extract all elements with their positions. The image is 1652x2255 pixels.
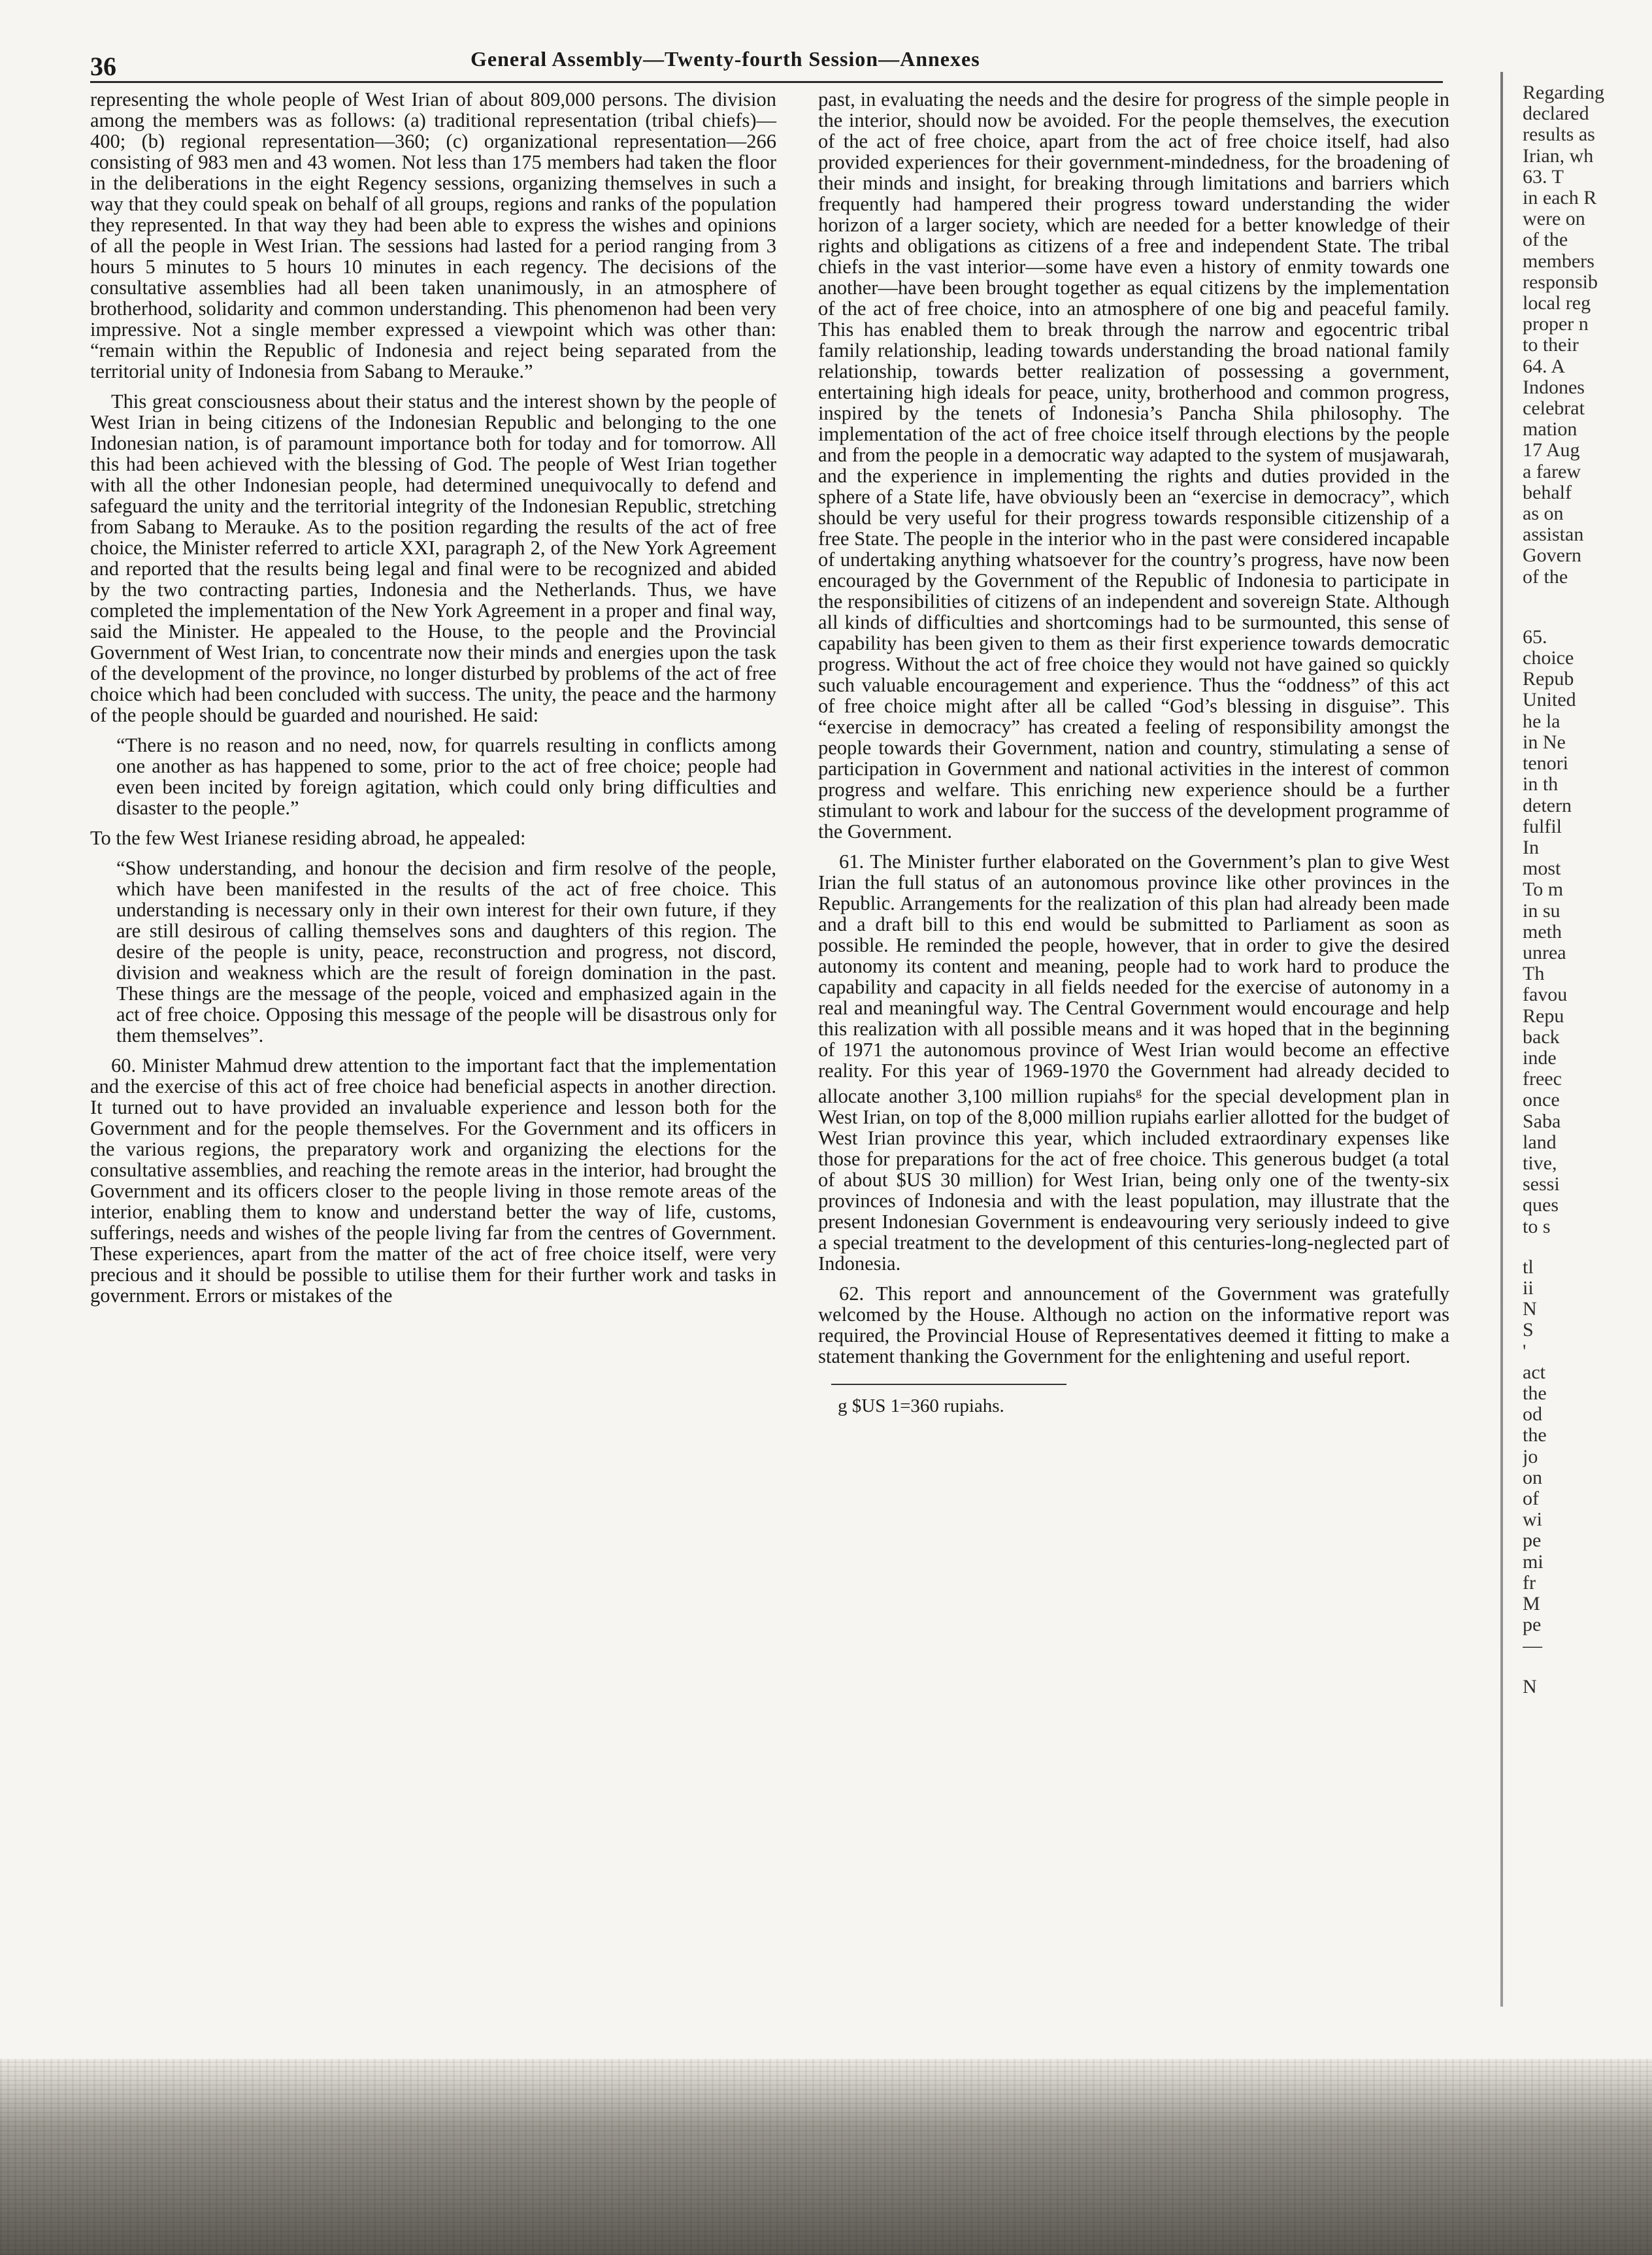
fragment-line: 17 Aug bbox=[1523, 439, 1580, 461]
fragment-line: in th bbox=[1523, 773, 1559, 795]
fragment-line: Irian, wh bbox=[1523, 144, 1594, 167]
fragment-line: jo bbox=[1523, 1445, 1538, 1467]
fragment-line: — bbox=[1523, 1635, 1542, 1657]
fragment-line: favou bbox=[1523, 984, 1568, 1006]
fragment-line: most bbox=[1523, 858, 1561, 880]
fragment-line: tenori bbox=[1523, 752, 1568, 775]
quote-no-quarrels: “There is no reason and no need, now, for quarrels resulting in conflicts among one another as has happened to some, prior to the act of free choice; people had even been incited by foreign agitation, which could only bring difficulties and disaster to the people.” bbox=[116, 734, 776, 819]
fragment-line: ques bbox=[1523, 1194, 1559, 1216]
fragment-line: N bbox=[1523, 1675, 1537, 1697]
fragment-line: of bbox=[1523, 1488, 1539, 1509]
fragment-line: wi bbox=[1523, 1509, 1542, 1531]
fragment-line: M bbox=[1523, 1593, 1540, 1615]
fragment-line: unrea bbox=[1523, 941, 1566, 963]
fragment-line: proper n bbox=[1523, 313, 1589, 335]
fragment-line: to s bbox=[1523, 1215, 1551, 1237]
fragment-line: responsib bbox=[1523, 271, 1598, 293]
fragment-line: 65. bbox=[1523, 626, 1547, 648]
fragment-line: once bbox=[1523, 1089, 1560, 1111]
fragment-line: the bbox=[1523, 1424, 1547, 1446]
fragment-line: he la bbox=[1523, 710, 1561, 732]
footnote-rule bbox=[831, 1384, 1066, 1385]
fragment-line bbox=[1523, 1657, 1652, 1677]
header-rule bbox=[90, 81, 1443, 83]
fragment-line: to their bbox=[1523, 334, 1579, 356]
fragment-line: Saba bbox=[1523, 1110, 1561, 1132]
fragment-line: choice bbox=[1523, 647, 1574, 669]
scan-noise-band bbox=[0, 2059, 1652, 2255]
fragment-line: of the bbox=[1523, 229, 1568, 251]
fragment-line: tive, bbox=[1523, 1152, 1557, 1174]
paragraph-62: 62. This report and announcement of the Government was gratefully welcomed by the House. Although no action on the informative report was required, the Provincial House of Representatives deemed it fitting to make a statement thanking the Government for the enlightening and useful report. bbox=[818, 1282, 1449, 1368]
fragment-line: Repu bbox=[1523, 1005, 1564, 1027]
fragment-line: United bbox=[1523, 689, 1576, 711]
fragment-line: ii bbox=[1523, 1277, 1534, 1299]
fragment-line: freec bbox=[1523, 1068, 1562, 1090]
fragment-line: land bbox=[1523, 1131, 1557, 1153]
fragment-line: Indones bbox=[1523, 376, 1585, 398]
fragment-line: S bbox=[1523, 1319, 1534, 1341]
paragraph-61 bbox=[818, 851, 1449, 1274]
fragment-line: were on bbox=[1523, 208, 1585, 230]
fragment-line: declared bbox=[1523, 103, 1589, 125]
fragment-line: a farew bbox=[1523, 460, 1581, 482]
fragment-line: detern bbox=[1523, 794, 1572, 816]
fragment-line: tl bbox=[1523, 1256, 1534, 1278]
fragment-line bbox=[1523, 607, 1652, 627]
fragment-line: local reg bbox=[1523, 292, 1591, 314]
fragment-line: Regarding bbox=[1523, 82, 1604, 103]
paragraph-assembly-composition: representing the whole people of West Irian of about 809,000 persons. The division among the members was as follows: (a) traditional representation (tribal chiefs)—400; (b) regional representation—360; (c) organizational representation—266 consisting of 983 men and 43 women. Not less than 175 members had taken the floor in the deliberations in the eight Regency sessions, organizing themselves in such a way that they could speak on behalf of all groups, regions and ranks of the population they represented. In that way they had been able to express the wishes and opinions of all the people in West Irian. The sessions had lasted for a period ranging from 3 hours 5 minutes to 5 hours 10 minutes in each regency. The decisions of the consultative assemblies had all been taken unanimously, in an atmosphere of brotherhood, solidarity and common understanding. This phenomenon had been very impressive. Not a single member expressed a viewpoint which was other than: “remain within the Republic of Indonesia and reject being separated from the territorial unity of Indonesia from Sabang to Merauke.” bbox=[90, 88, 776, 382]
fragment-line: members bbox=[1523, 250, 1594, 272]
quote-show-understanding: “Show understanding, and honour the decision and firm resolve of the people, which have been manifested in the results of the act of free choice. This understanding is necessary only in their own interest for their own future, if they are still desirous of calling themselves sons and daughters of this region. The desire of the people is unity, peace, reconstruction and progress, not discord, division and weakness which are the result of foreign domination in the past. These things are the message of the people, voiced and emphasized again in the act of free choice. Opposing this message of the people will be disastrous only for them themselves”. bbox=[116, 857, 776, 1046]
fragment-line: behalf bbox=[1523, 481, 1572, 503]
fragment-line: act bbox=[1523, 1361, 1545, 1383]
fragment-line: in su bbox=[1523, 899, 1561, 922]
fragment-line: sessi bbox=[1523, 1173, 1560, 1195]
fragment-line: meth bbox=[1523, 920, 1562, 943]
fragment-line: fulfil bbox=[1523, 815, 1562, 837]
fragment-line: the bbox=[1523, 1382, 1547, 1404]
fragment-line: pe bbox=[1523, 1614, 1542, 1636]
fragment-line: celebrat bbox=[1523, 397, 1585, 420]
fragment-line: Govern bbox=[1523, 544, 1581, 567]
paragraph-consciousness: This great consciousness about their status and the interest shown by the people of West Irian in being citizens of the Indonesian Republic and belonging to the one Indonesian nation, is of paramount importance both for today and for tomorrow. All this had been achieved with the blessing of God. The people of West Irian together with all the other Indonesian people, had determined unequivocally to defend and safeguard the unity and the territorial integrity of the Indonesian Republic, stretching from Sabang to Merauke. As to the position regarding the results of the act of free choice, the Minister referred to article XXI, paragraph 2, of the New York Agreement and reported that the results being legal and final were to be recognized and abided by the two contracting parties, Indonesia and the Netherlands. Thus, we have completed the implementation of the New York Agreement in a proper and final way, said the Minister. He appealed to the House, to the people and the Provincial Government of West Irian, to concentrate now their minds and energies upon the task of the development of the province, no longer disturbed by problems of the act of free choice which had been concluded with success. The unity, the peace and the harmony of the people should be guarded and nourished. He said: bbox=[90, 390, 776, 726]
paragraph-60: 60. Minister Mahmud drew attention to the important fact that the implementation and the exercise of this act of free choice had beneficial aspects in another direction. It turned out to have provided an invaluable experience and lesson both for the Government and for the people themselves. For the Government and its officers in the various regions, the preparatory work and organizing the elections for the consultative assemblies, and reaching the remote areas in the interior, had brought the Government and its officers closer to the people living in those remote areas of the interior, enabling them to know and understand better the way of life, customs, sufferings, needs and wishes of the people living far from the centres of Government. These experiences, apart from the matter of the act of free choice itself, were very precious and it should be possible to utilise them for their further work and tasks in government. Errors or mistakes of the bbox=[90, 1054, 776, 1307]
footnote: g $US 1=360 rupiahs. bbox=[838, 1395, 1004, 1417]
fragment-line: as on bbox=[1523, 503, 1564, 525]
fragment-line: in each R bbox=[1523, 187, 1597, 209]
fragment-line: Repub bbox=[1523, 668, 1574, 690]
fragment-line: od bbox=[1523, 1403, 1542, 1426]
fragment-line: in Ne bbox=[1523, 731, 1566, 753]
fragment-line: fr bbox=[1523, 1571, 1536, 1594]
fragment-line: 64. A bbox=[1523, 355, 1566, 377]
fragment-line: assistan bbox=[1523, 524, 1584, 546]
fragment-line: of the bbox=[1523, 565, 1568, 588]
paragraph-61-part-a: 61. The Minister further elaborated on the Government’s plan to give West Irian the full status of an autonomous province like other provinces in the Republic. Arrangements for the realization of this plan had already been made and a draft bill to this end would be submitted to Parliament as soon as possible. He reminded the people, however, that in order to give the desired autonomy its content and meaning, people had to work hard to produce the capability and capacity in all fields needed for the exercise of autonomy in a real and meaningful way. The Central Government would encourage and help this realization with all possible means and it was hoped that in the beginning of 1971 the autonomous province of West Irian would become an effective reality. For this year of 1969-1970 the Government had already decided to allocate another 3,100 million rupiahs bbox=[818, 850, 1449, 1108]
running-head: General Assembly—Twenty-fourth Session—Annexes bbox=[471, 47, 980, 71]
fragment-line: N bbox=[1523, 1298, 1537, 1320]
fragment-line: To m bbox=[1523, 878, 1564, 901]
fragment-line bbox=[1523, 588, 1652, 607]
fragment-line: 63. T bbox=[1523, 165, 1564, 188]
page-number: 36 bbox=[90, 52, 116, 81]
paragraph-61-part-b: for the special development plan in West Irian, on top of the 8,000 million rupiahs earlier allotted for the budget of West Irian province this year, which included extraordinary expenses like those for preparations for the act of free choice. This generous budget (a total of about $US 30 million) for West Irian, being only one of the twenty-six provinces of Indonesia and with the least population, may illustrate that the present Indonesian Government is endeavouring very seriously indeed to give a special treatment to the development of this centuries-long-neglected part of Indonesia. bbox=[818, 1085, 1450, 1275]
appeal-lead: To the few West Irianese residing abroad, he appealed: bbox=[90, 827, 526, 849]
facing-page-edge bbox=[1500, 72, 1503, 2007]
fragment-line: back bbox=[1523, 1026, 1560, 1048]
footnote-marker: g bbox=[1135, 1085, 1142, 1098]
facing-page-fragments bbox=[1523, 82, 1652, 1978]
fragment-line: Th bbox=[1523, 963, 1545, 985]
fragment-line bbox=[1523, 1237, 1652, 1257]
fragment-line: In bbox=[1523, 836, 1539, 858]
fragment-line: results as bbox=[1523, 124, 1595, 146]
fragment-line: pe bbox=[1523, 1529, 1542, 1552]
fragment-line: on bbox=[1523, 1466, 1542, 1488]
fragment-line: mation bbox=[1523, 418, 1578, 441]
left-column bbox=[90, 89, 776, 1315]
fragment-line: ' bbox=[1523, 1340, 1527, 1362]
fragment-line: inde bbox=[1523, 1046, 1557, 1069]
middle-column bbox=[818, 89, 1449, 1416]
fragment-line: mi bbox=[1523, 1550, 1544, 1573]
paragraph-60-continued: past, in evaluating the needs and the desire for progress of the simple people in the interior, should now be avoided. For the people themselves, the execution of the act of free choice, apart from the act of free choice itself, had also provided experiences for their government-mindedness, for the broadening of their minds and insight, for breaking through limitations and barriers which frequently had hampered their progress toward understanding the wider horizon of a larger society, which are needed for a better knowledge of their rights and obligations as citizens of a free and independent State. The tribal chiefs in the vast interior—some have even a history of enmity towards one another—have been brought together as equal citizens by the implementation of the act of free choice, into an atmosphere of one big and peaceful family. This has enabled them to break through the narrow and egocentric tribal family relationship, leading towards understanding the broad national family relationship, towards better realization of possessing a government, entertaining high ideals for peace, unity, brotherhood and common progress, inspired by the tenets of Indonesia’s Pancha Shila philosophy. The implementation of the act of free choice itself through elections by the people and from the people in a democratic way adapted to the system of musjawarah, and the experience in implementing the rights and duties provided in the sphere of a State life, have obviously been an “exercise in democracy”, which should be very useful for their progress towards responsible citizenship of a free State. The people in the interior who in the past were considered incapable of undertaking anything whatsoever for the country’s progress, have now been encouraged by the Government of the Republic of Indonesia to participate in the responsibilities of citizens of an independent and sovereign State. Although all kinds of difficulties and shortcomings had to be surmounted, this sense of capability has been given to them as their first experience towards democratic progress. Without the act of free choice they would not have gained so quickly such valuable encouragement and experience. Thus the “oddness” of this act of free choice might after all be called “God’s blessing in disguise”. This “exercise in democracy” has created a feeling of responsibility amongst the people towards their Government, nation and country, stimulating a sense of participation in Government and national activities in the interest of common progress and welfare. This enriching new experience should be a further stimulant to work and labour for the success of the development programme of the Government. bbox=[818, 88, 1449, 843]
